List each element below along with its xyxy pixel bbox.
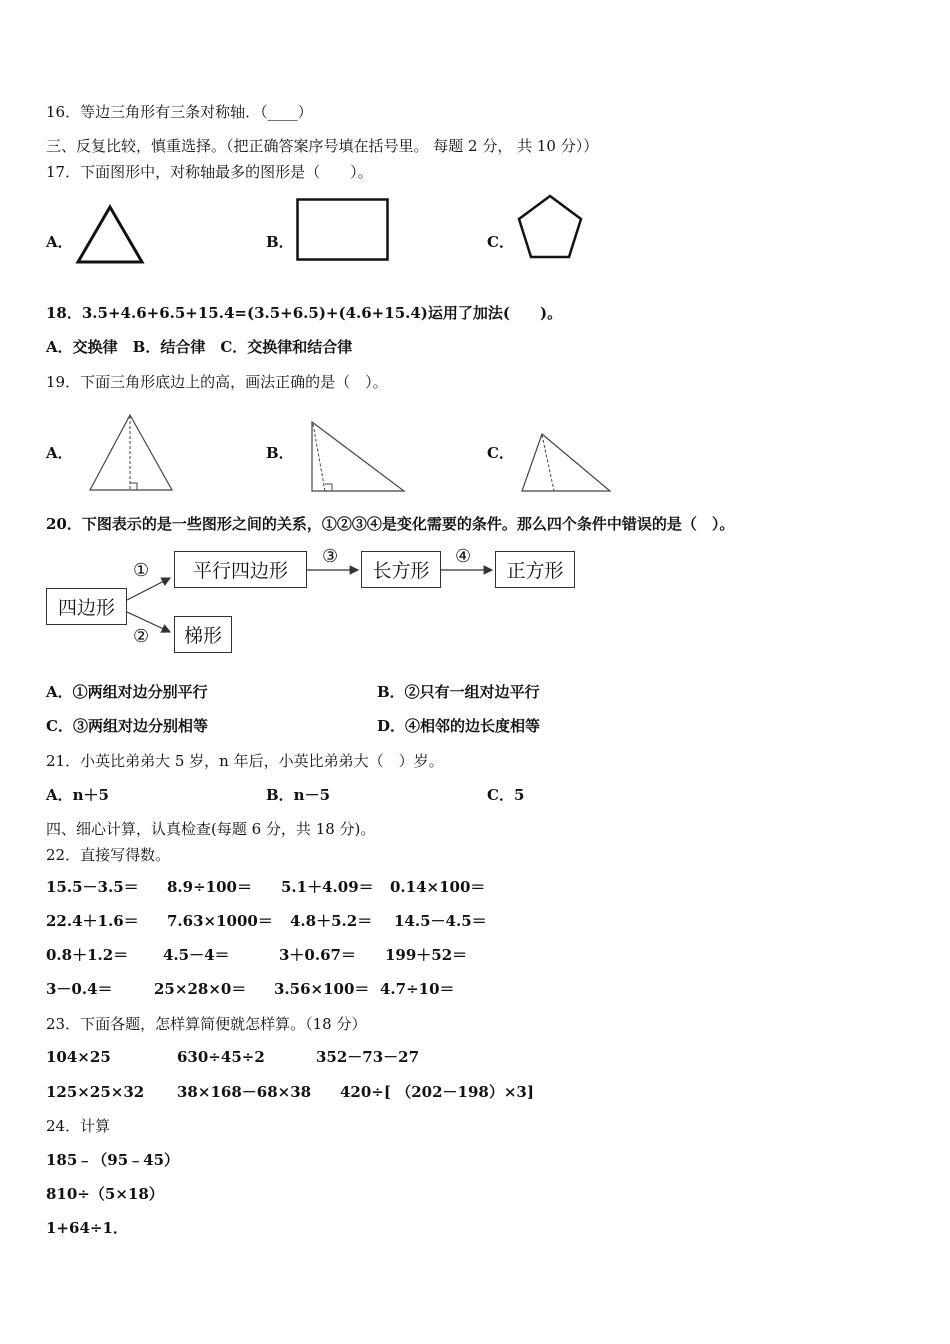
q20-stem: 20．下图表示的是一些图形之间的关系，①②③④是变化需要的条件。那么四个条件中错误的是（ ）。 — [46, 515, 735, 533]
diagram-box-square: 正方形 — [495, 551, 575, 588]
q21-option-b: B．n－5 — [266, 786, 331, 804]
q22-cell: 22.4＋1.6＝ — [46, 912, 139, 930]
q23-cell: 630÷45÷2 — [177, 1048, 265, 1066]
q22-cell: 7.63×1000＝ — [167, 912, 273, 930]
q19-option-a-label: A． — [46, 444, 73, 462]
q22-cell: 3＋0.67＝ — [279, 946, 356, 964]
q22-cell: 4.8＋5.2＝ — [290, 912, 373, 930]
q23-cell: 104×25 — [46, 1048, 111, 1066]
q22-cell: 0.14×100＝ — [390, 878, 486, 896]
diagram-box-parallelogram: 平行四边形 — [174, 551, 307, 588]
q18-options: A．交换律 B．结合律 C．交换律和结合律 — [46, 338, 353, 356]
q23-cell: 38×168－68×38 — [177, 1083, 312, 1101]
q23-stem: 23．下面各题，怎样算简便就怎样算。（18 分） — [46, 1015, 367, 1033]
q19-option-b-label: B． — [266, 444, 294, 462]
q23-cell: 352－73－27 — [316, 1048, 420, 1066]
q17-stem: 17．下面图形中，对称轴最多的图形是（ ）。 — [46, 163, 373, 181]
section3-heading: 三、反复比较，慎重选择。（把正确答案序号填在括号里。 每题 2 分， 共 10 分）） — [46, 137, 599, 155]
q20-option-d: D．④相邻的边长度相等 — [377, 717, 541, 735]
q22-cell: 4.5－4＝ — [163, 946, 230, 964]
q17-option-a-label: A． — [46, 233, 73, 251]
diagram-box-rectangle: 长方形 — [361, 551, 441, 588]
q16-text: 16．等边三角形有三条对称轴．（____） — [46, 103, 313, 121]
q22-cell: 3.56×100＝ — [274, 980, 370, 998]
condition-3-label: ③ — [322, 546, 339, 567]
q22-cell: 4.7÷10＝ — [380, 980, 455, 998]
q24-stem: 24．计算 — [46, 1117, 111, 1135]
q22-cell: 14.5－4.5＝ — [394, 912, 487, 930]
q23-cell: 125×25×32 — [46, 1083, 145, 1101]
q19-stem: 19．下面三角形底边上的高，画法正确的是（ ）。 — [46, 373, 388, 391]
q21-option-a: A．n＋5 — [46, 786, 109, 804]
condition-1-label: ① — [133, 560, 150, 581]
q17-option-b-label: B． — [266, 233, 294, 251]
q22-cell: 8.9÷100＝ — [167, 878, 252, 896]
q17-option-c-label: C． — [487, 233, 514, 251]
q20-option-c: C．③两组对边分别相等 — [46, 717, 208, 735]
q24-item: 185﹣（95﹣45） — [46, 1151, 180, 1169]
q22-cell: 5.1＋4.09＝ — [281, 878, 374, 896]
q20-option-a: A．①两组对边分别平行 — [46, 683, 208, 701]
q22-cell: 3－0.4＝ — [46, 980, 113, 998]
q19-option-c-label: C． — [487, 444, 514, 462]
q21-stem: 21．小英比弟弟大 5 岁，n 年后，小英比弟弟大（ ）岁。 — [46, 752, 444, 770]
q21-option-c: C．5 — [487, 786, 525, 804]
q22-cell: 15.5－3.5＝ — [46, 878, 139, 896]
q22-cell: 0.8＋1.2＝ — [46, 946, 129, 964]
condition-4-label: ④ — [455, 546, 472, 567]
q24-item: 1+64÷1． — [46, 1219, 128, 1237]
diagram-box-quadrilateral: 四边形 — [46, 588, 127, 625]
q18-stem: 18．3.5+4.6+6.5+15.4=(3.5+6.5)+(4.6+15.4)运用了加法( )。 — [46, 304, 563, 322]
q22-stem: 22．直接写得数。 — [46, 846, 171, 864]
section4-heading: 四、细心计算，认真检查(每题 6 分，共 18 分)。 — [46, 820, 376, 838]
condition-2-label: ② — [133, 626, 150, 647]
diagram-box-trapezoid: 梯形 — [174, 616, 232, 653]
q22-cell: 25×28×0＝ — [154, 980, 247, 998]
q24-item: 810÷（5×18） — [46, 1185, 164, 1203]
q20-option-b: B．②只有一组对边平行 — [377, 683, 540, 701]
q22-cell: 199＋52＝ — [385, 946, 468, 964]
q23-cell: 420÷[ （202－198）×3] — [340, 1083, 534, 1101]
